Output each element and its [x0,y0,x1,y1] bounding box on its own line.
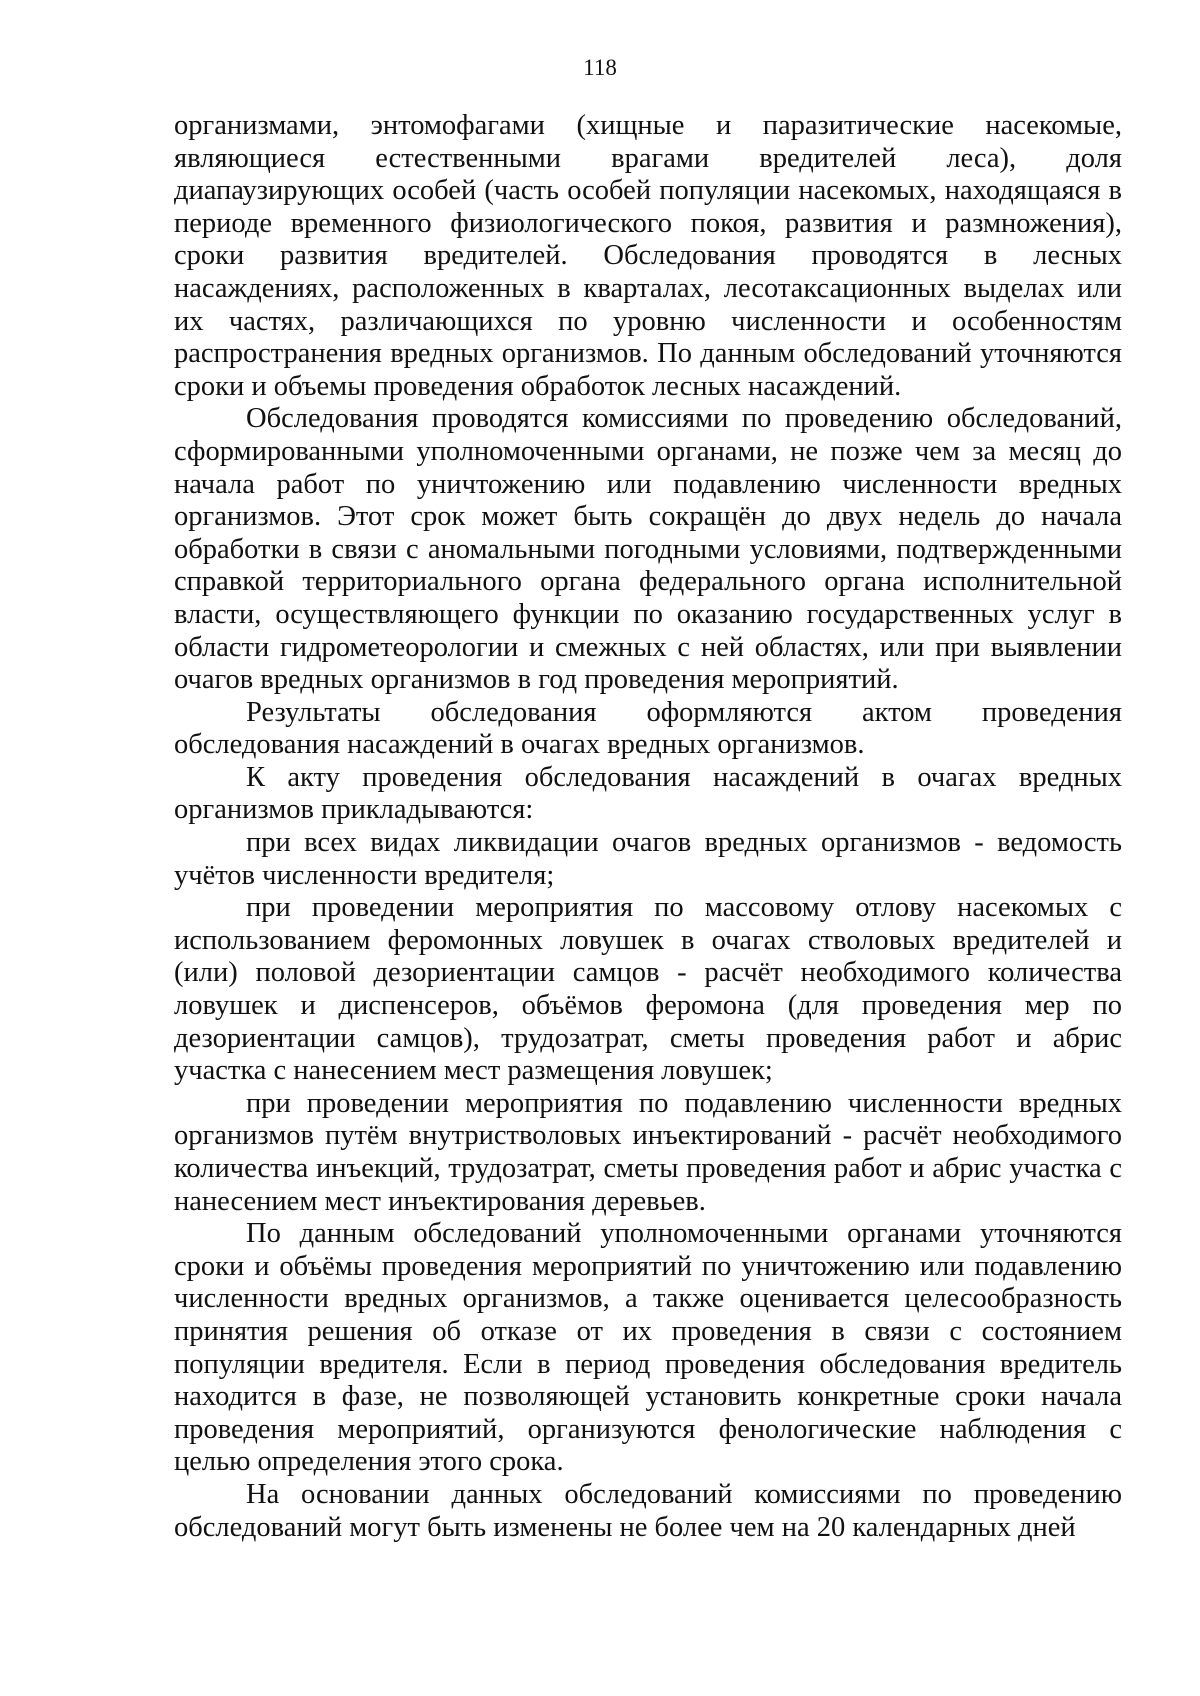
list-item-injections: при проведении мероприятия по подавлению численности вредных организмов путём внутристволовых инъектирований - расчёт необходимого количества инъекций, трудозатрат, сметы проведения работ и абрис участка с нанесением мест инъектирования деревьев. [174,1087,1122,1217]
paragraph-act-attachments: К акту проведения обследования насаждений в очагах вредных организмов прикладываются: [174,761,1122,826]
paragraph-survey-data: По данным обследований уполномоченными органами уточняются сроки и объёмы проведения мероприятий по уничтожению или подавлению численности вредных организмов, а также оценивается целесообразность принятия решения об отказе от их проведения в связи с состоянием популяции вредителя. Если в период проведения обследования вредитель находится в фазе, не позволяющей установить конкретные сроки начала проведения мероприятий, организуются фенологические наблюдения с целью определения этого срока. [174,1218,1122,1478]
paragraph-schedule-changes: На основании данных обследований комиссиями по проведению обследований могут быть изменены не более чем на 20 календарных дней [174,1478,1122,1543]
body-text [174,110,1122,1544]
paragraph-survey-commissions: Обследования проводятся комиссиями по проведению обследований, сформированными уполномоченными органами, не позже чем за месяц до начала работ по уничтожению или подавлению численности вредных организмов. Этот срок может быть сокращён до двух недель до начала обработки в связи с аномальными погодными условиями, подтвержденными справкой территориального органа федерального органа исполнительной власти, осуществляющего функции по оказанию государственных услуг в области гидрометеорологии и смежных с ней областях, или при выявлении очагов вредных организмов в год проведения мероприятий. [174,403,1122,696]
paragraph-continued: организмами, энтомофагами (хищные и паразитические насекомые, являющиеся естественными врагами вредителей леса), доля диапаузирующих особей (часть особей популяции насекомых, находящаяся в периоде временного физиологического покоя, развития и размножения), сроки развития вредителей. Обследования проводятся в лесных насаждениях, расположенных в кварталах, лесотаксационных выделах или их частях, различающихся по уровню численности и особенностям распространения вредных организмов. По данным обследований уточняются сроки и объемы проведения обработок лесных насаждений. [174,110,1122,402]
paragraph-survey-results: Результаты обследования оформляются актом проведения обследования насаждений в очагах вредных организмов. [174,696,1122,761]
list-item-pheromone-traps: при проведении мероприятия по массовому отлову насекомых с использованием феромонных ловушек в очагах стволовых вредителей и (или) половой дезориентации самцов - расчёт необходимого количества ловушек и диспенсеров, объёмов феромона (для проведения мер по дезориентации самцов), трудозатрат, сметы проведения работ и абрис участка с нанесением мест размещения ловушек; [174,892,1122,1087]
page-number: 118 [583,55,617,80]
list-item-all-types: при всех видах ликвидации очагов вредных организмов - ведомость учётов численности вредителя; [174,827,1122,891]
